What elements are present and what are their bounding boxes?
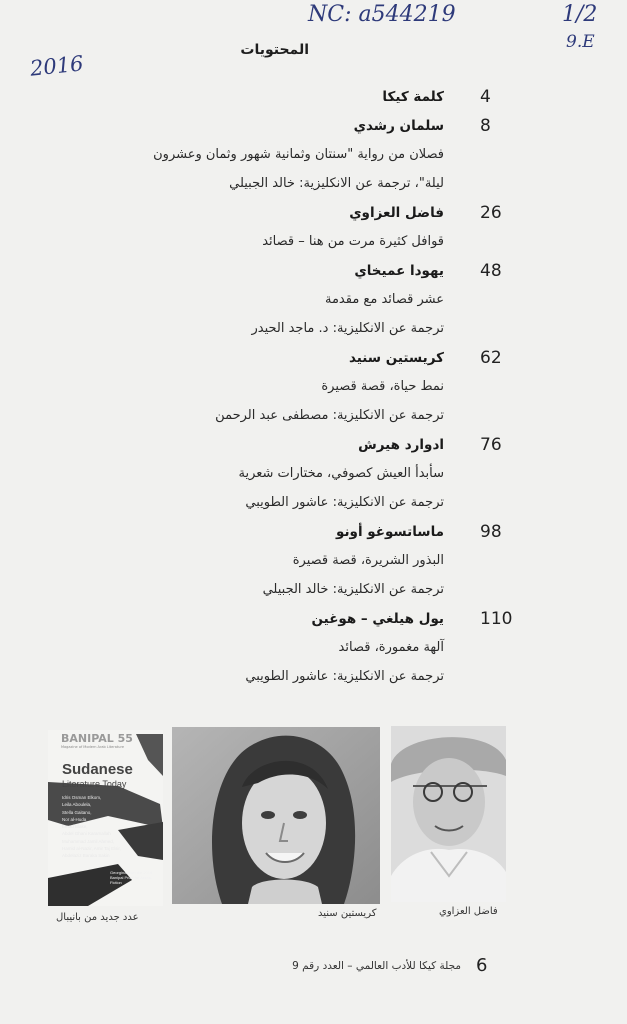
magazine-cover-image bbox=[48, 730, 163, 906]
woman-portrait-photo bbox=[172, 727, 380, 904]
toc-row bbox=[60, 492, 510, 521]
toc-row bbox=[60, 347, 510, 376]
handwritten-year: 2016 bbox=[28, 51, 85, 81]
man-photo-caption: فاضل العزاوي bbox=[439, 906, 498, 917]
toc-page-number: 8 bbox=[480, 116, 491, 136]
cover-author-name: Hamid al-Nazir, Amir Taj Elsir, bbox=[62, 846, 121, 852]
toc-row bbox=[60, 405, 510, 434]
toc-author-name: ماساتسوغو أونو bbox=[336, 524, 444, 540]
toc-page-number: 26 bbox=[480, 203, 502, 223]
cover-subtitle: Literature Today bbox=[62, 779, 127, 789]
toc-entry-text: عشر قصائد مع مقدمة bbox=[325, 292, 444, 307]
toc-row bbox=[60, 318, 510, 347]
toc-author-name: كلمة كيكا bbox=[382, 89, 444, 105]
toc-author-name: كريستين سنيد bbox=[348, 350, 444, 366]
toc-row bbox=[60, 289, 510, 318]
cover-author-name: Muhammad Jamil Ahmed, bbox=[62, 838, 115, 844]
toc-row bbox=[60, 434, 510, 463]
toc-row bbox=[60, 376, 510, 405]
toc-author-name: سلمان رشدي bbox=[353, 118, 444, 134]
man-portrait bbox=[391, 726, 506, 902]
toc-entry-text: ترجمة عن الانكليزية: عاشور الطويبي bbox=[245, 495, 444, 510]
toc-row bbox=[60, 579, 510, 608]
toc-row bbox=[60, 86, 510, 115]
cover-title: Sudanese bbox=[62, 761, 133, 778]
toc-row bbox=[60, 202, 510, 231]
toc-row bbox=[60, 550, 510, 579]
toc-page-number: 62 bbox=[480, 348, 502, 368]
toc-entry-text: ترجمة عن الانكليزية: خالد الجبيلي bbox=[262, 582, 444, 597]
toc-entry-text: ترجمة عن الانكليزية: عاشور الطويبي bbox=[245, 669, 444, 684]
toc-page-number: 76 bbox=[480, 435, 502, 455]
woman-portrait bbox=[172, 727, 380, 904]
woman-photo-caption: كريستين سنيد bbox=[318, 908, 377, 919]
toc-row bbox=[60, 231, 510, 260]
toc-page-number: 48 bbox=[480, 261, 502, 281]
toc-row bbox=[60, 144, 510, 173]
cover-note: Georgina from the 2016 Banipal Prize for Arabic Fiction bbox=[110, 870, 153, 885]
toc-entry-text: ترجمة عن الانكليزية: مصطفى عبد الرحمن bbox=[215, 408, 444, 423]
toc-page-number: 110 bbox=[480, 609, 513, 629]
cover-caption: عدد جديد من بانيبال bbox=[56, 912, 139, 923]
toc-row bbox=[60, 260, 510, 289]
contents-heading: المحتويات bbox=[240, 42, 309, 58]
toc-page-number: 4 bbox=[480, 87, 491, 107]
toc-row bbox=[60, 115, 510, 144]
cover-author-name: Nor al-Huda bbox=[62, 816, 87, 822]
toc-row bbox=[60, 637, 510, 666]
man-portrait-photo bbox=[391, 726, 506, 902]
toc-row bbox=[60, 666, 510, 695]
toc-entry-text: آلهة مغمورة، قصائد bbox=[338, 640, 444, 655]
toc-row bbox=[60, 608, 513, 637]
cover-author-name: Leila Aboulela, bbox=[62, 802, 92, 808]
toc-row bbox=[60, 463, 510, 492]
table-of-contents bbox=[60, 86, 513, 695]
cover-author-name: Abdel Ghani Karamallah bbox=[62, 831, 111, 837]
toc-row bbox=[60, 521, 510, 550]
toc-author-name: يهودا عميخاي bbox=[354, 263, 444, 279]
toc-author-name: يول هيلغي – هوغين bbox=[311, 611, 444, 627]
cover-author-name: Stella Gaitano, bbox=[62, 809, 92, 815]
cover-author-list bbox=[62, 794, 158, 860]
toc-entry-text: ترجمة عن الانكليزية: د. ماجد الحيدر bbox=[251, 321, 444, 336]
toc-entry-text: قوافل كثيرة مرت من هنا – قصائد bbox=[262, 234, 444, 249]
cover-author-name: Idris Osman Elkom, bbox=[62, 795, 102, 800]
toc-entry-text: سأبدأ العيش كصوفي، مختارات شعرية bbox=[238, 466, 444, 481]
handwritten-shelf-mark: 9.E bbox=[566, 32, 595, 52]
toc-page-number: 98 bbox=[480, 522, 502, 542]
footer-magazine-title: مجلة كيكا للأدب العالمي – العدد رقم 9 bbox=[292, 960, 461, 972]
toc-author-name: فاضل العزاوي bbox=[349, 205, 444, 221]
toc-entry-text: فصلان من رواية "سنتان وثمانية شهور وثمان وعشرون bbox=[153, 147, 444, 162]
handwritten-fraction: 1/2 bbox=[562, 2, 598, 27]
footer-page-number: 6 bbox=[476, 955, 488, 976]
handwritten-accession-number: NC: a544219 bbox=[308, 2, 456, 27]
photo-strip bbox=[0, 726, 627, 926]
toc-entry-text: نمط حياة، قصة قصيرة bbox=[321, 379, 444, 394]
cover-author-name: Emad Blake, bbox=[62, 824, 88, 830]
toc-author-name: ادوارد هيرش bbox=[358, 437, 444, 453]
toc-entry-text: ليلة"، ترجمة عن الانكليزية: خالد الجبيلي bbox=[229, 176, 444, 191]
cover-author-name: Abdelaziz Baraka Sakin bbox=[62, 853, 110, 859]
cover-tagline: Magazine of Modern Arab Literature bbox=[61, 745, 125, 749]
cover-masthead: BANIPAL 55 bbox=[61, 732, 133, 745]
toc-row bbox=[60, 173, 510, 202]
toc-entry-text: البذور الشريرة، قصة قصيرة bbox=[292, 553, 444, 568]
